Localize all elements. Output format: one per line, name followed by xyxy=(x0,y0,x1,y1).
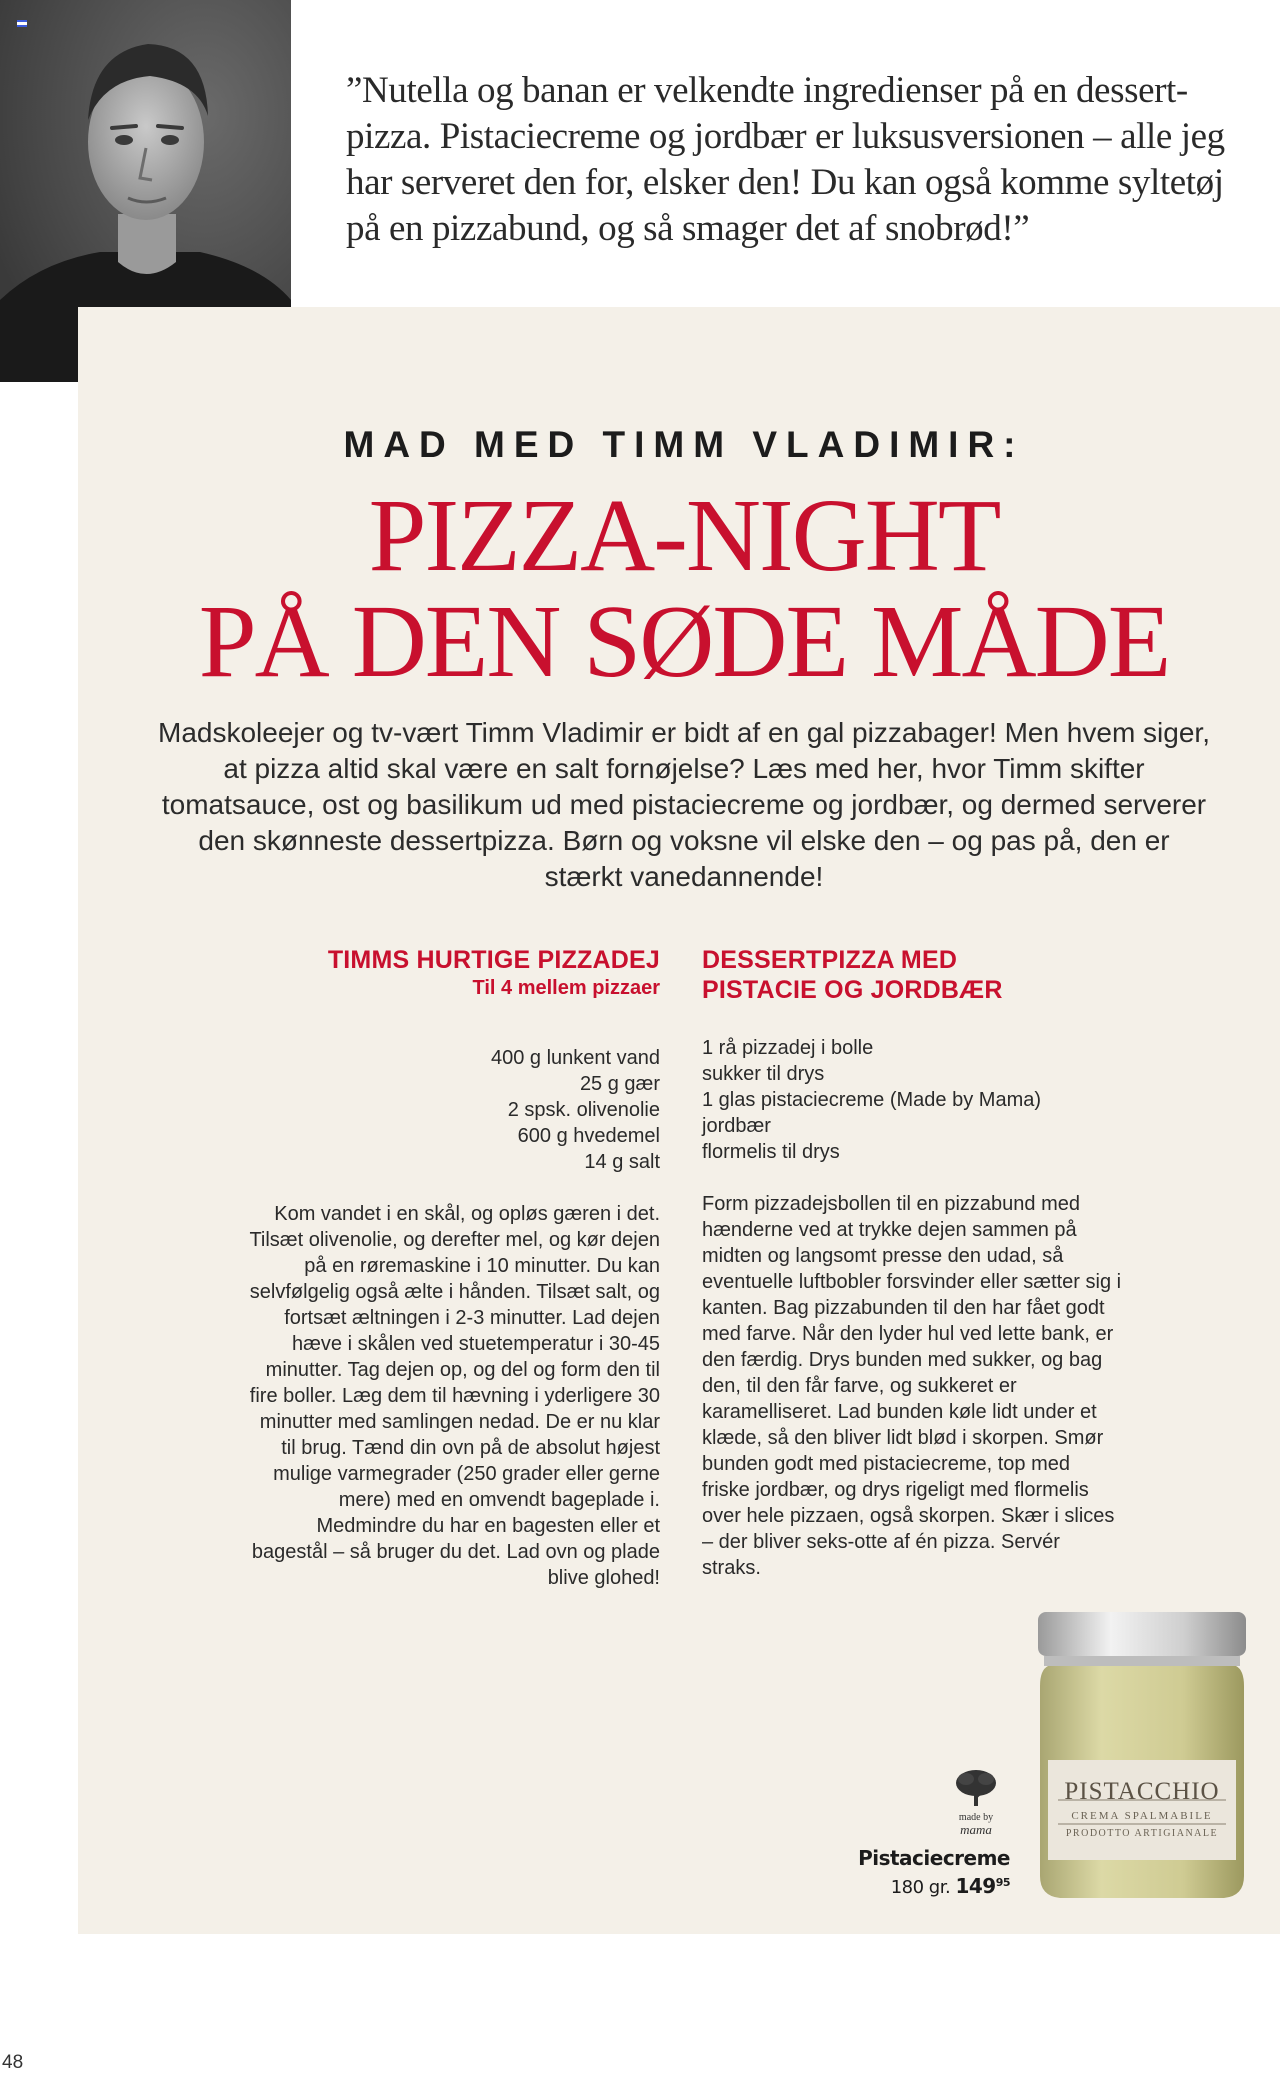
product-weight: 180 gr. xyxy=(890,1877,951,1898)
product-price: 149 xyxy=(955,1874,996,1898)
ingredient-item: 400 g lunkent vand xyxy=(490,1047,660,1069)
headline-line-2: PÅ DEN SØDE MÅDE xyxy=(198,584,1170,699)
ingredient-item: jordbær xyxy=(702,1115,771,1137)
dough-recipe-yield: Til 4 mellem pizzaer xyxy=(472,977,660,999)
ingredient-item: flormelis til drys xyxy=(702,1141,840,1163)
article-headline xyxy=(78,478,1280,699)
dessert-recipe xyxy=(702,945,1122,1581)
brand-made-text: made by xyxy=(958,1812,994,1823)
ingredient-item: 600 g hvedemel xyxy=(517,1125,660,1147)
dough-recipe-title: TIMMS HURTIGE PIZZADEJ xyxy=(327,946,660,974)
dessert-recipe-title-line-2: PISTACIE OG JORDBÆR xyxy=(702,976,1003,1004)
ingredient-item: sukker til drys xyxy=(702,1063,825,1085)
jar-illustration xyxy=(1034,1610,1250,1900)
pistachio-jar-image xyxy=(1034,1610,1250,1900)
dessert-method: Form pizzadejsbollen til en pizzabund med hænderne ved at trykke dejen sammen på midten og langsomt presse den udad, så eventuelle luftbobler forsvinder eller sætter sig i kanten. Bag pizzabunden til den har fået godt med farve. Når den lyder hul ved lette bank, er den færdig. Drys bunden med sukker, og bag den, til den får farve, og sukkeret er karamelliseret. Lad bunden køle lidt under et klæde, så den bliver lidt blød i skorpen. Smør bunden godt med pistaciecreme, top med friske jordbær, og drys rigeligt med flormelis over hele pizzaen, også skorpen. Skær i slices – der bliver seks-otte af én pizza. Servér straks. xyxy=(702,1193,1122,1579)
dough-ingredient-list xyxy=(248,1045,660,1175)
made-by-mama-logo xyxy=(946,1768,1006,1837)
dough-recipe xyxy=(248,945,660,1591)
product-price-cents: 95 xyxy=(995,1876,1010,1889)
product-name: Pistaciecreme xyxy=(858,1846,1010,1870)
ingredient-item: 25 g gær xyxy=(579,1073,660,1095)
ingredient-item: 2 spsk. olivenolie xyxy=(507,1099,660,1121)
ingredient-item: 14 g salt xyxy=(584,1151,660,1173)
dessert-recipe-title-line-1: DESSERTPIZZA MED xyxy=(702,946,958,974)
jar-label-title: PISTACCHIO xyxy=(1064,1778,1220,1805)
page-number: 48 xyxy=(2,2052,24,2073)
article-kicker: MAD MED TIMM VLADIMIR: xyxy=(343,424,1025,465)
article-intro: Madskoleejer og tv-vært Timm Vladimir er bidt af en gal pizzabager! Men hvem siger, at pizza altid skal være en salt fornøjelse? Læs med her, hvor Timm skifter tomatsauce, ost og basilikum ud med pistaciecreme og jordbær, og dermed serverer den skønneste dessertpizza. Børn og voksne vil elske den – og pas på, den er stærkt vanedannende! xyxy=(158,717,1210,892)
pull-quote: ”Nutella og banan er velkendte ingredienser på en dessert-pizza. Pistaciecreme og jordbær er luksusversionen – alle jeg har serveret den for, elsker den! Du kan også komme syltetøj på en pizzabund, og så smager det af snobrød!” xyxy=(346,70,1225,249)
flag-icon xyxy=(17,20,27,27)
ingredient-item: 1 glas pistaciecreme (Made by Mama) xyxy=(702,1089,1042,1111)
product-price-line xyxy=(840,1870,1010,1901)
jar-label-subtitle: CREMA SPALMABILE xyxy=(1071,1810,1213,1822)
tree-icon xyxy=(952,1768,1000,1808)
brand-mama-text: mama xyxy=(960,1822,992,1837)
jar-label-footer: PRODOTTO ARTIGIANALE xyxy=(1065,1828,1219,1839)
ingredient-item: 1 rå pizzadej i bolle xyxy=(702,1037,874,1059)
headline-line-1: PIZZA-NIGHT xyxy=(368,478,1000,593)
product-info xyxy=(840,1846,1010,1901)
dessert-ingredient-list xyxy=(702,1035,1122,1165)
dough-method: Kom vandet i en skål, og opløs gæren i det. Tilsæt olivenolie, og derefter mel, og kør dejen på en røremaskine i 10 minutter. Du kan selvfølgelig også ælte i hånden. Tilsæt salt, og fortsæt æltningen i 2-3 minutter. Lad dejen hæve i skålen ved stuetemperatur i 30-45 minutter. Tag dejen op, og del og form den til fire boller. Læg dem til hævning i yderligere 30 minutter med samlingen nedad. De er nu klar til brug. Tænd din ovn på de absolut højest mulige varmegrader (250 grader eller gerne mere) med en omvendt bageplade i. Medmindre du har en bagesten eller et bagestål – så bruger du det. Lad ovn og plade blive glohed! xyxy=(249,1203,660,1589)
